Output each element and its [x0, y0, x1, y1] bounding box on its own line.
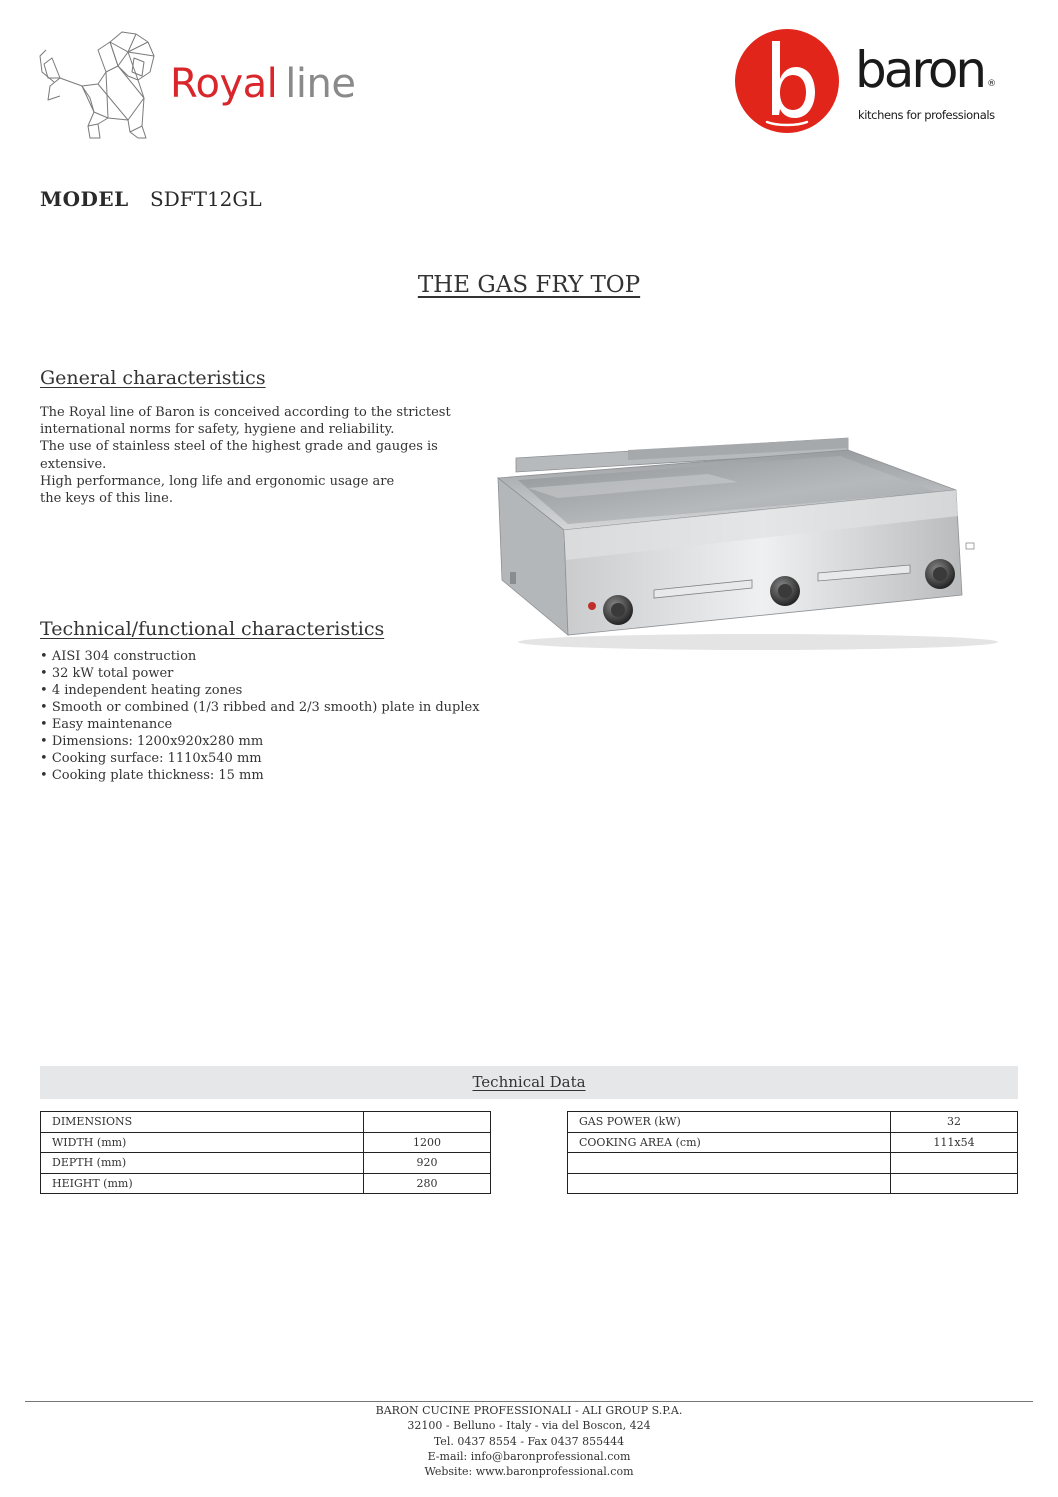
table-cell-label: WIDTH (mm)	[41, 1132, 364, 1153]
list-item: • AISI 304 construction	[40, 648, 480, 665]
model-value: SDFT12GL	[150, 187, 262, 211]
table-row	[568, 1173, 1018, 1194]
product-title	[0, 270, 1058, 300]
table-cell-value	[891, 1153, 1018, 1174]
table-row	[41, 1173, 491, 1194]
table-cell-value: 32	[891, 1112, 1018, 1133]
royal-line-brand	[170, 60, 355, 108]
footer-address: 32100 - Belluno - Italy - via del Boscon, 424	[407, 1419, 651, 1433]
footer	[0, 1403, 1058, 1479]
general-characteristics-title: General characteristics	[40, 367, 266, 389]
baron-brand-text: baron	[855, 41, 985, 99]
footer-website: Website: www.baronprofessional.com	[424, 1465, 634, 1479]
table-cell-label	[568, 1153, 891, 1174]
dimensions-table	[40, 1111, 491, 1194]
baron-wordmark	[855, 40, 996, 100]
table-cell-label: HEIGHT (mm)	[41, 1173, 364, 1194]
royal-word: Royal	[170, 61, 278, 107]
table-cell-value: 111x54	[891, 1132, 1018, 1153]
table-cell-value: 1200	[364, 1132, 491, 1153]
table-cell-label: COOKING AREA (cm)	[568, 1132, 891, 1153]
general-line: international norms for safety, hygiene and reliability.	[40, 422, 395, 438]
table-cell-value	[364, 1112, 491, 1133]
table-cell-value: 280	[364, 1173, 491, 1194]
table-cell-label: DIMENSIONS	[41, 1112, 364, 1133]
technical-characteristics-title: Technical/functional characteristics	[40, 618, 385, 640]
general-line: High performance, long life and ergonomic usage are	[40, 473, 395, 489]
list-item: • Cooking surface: 1110x540 mm	[40, 750, 480, 767]
model-label: MODEL	[40, 187, 129, 211]
general-line: The Royal line of Baron is conceived according to the strictest	[40, 405, 451, 420]
baron-tagline: kitchens for professionals	[858, 108, 995, 122]
general-characteristics-text	[40, 404, 480, 507]
list-item: • Dimensions: 1200x920x280 mm	[40, 733, 480, 750]
table-cell-label: DEPTH (mm)	[41, 1153, 364, 1174]
table-row	[41, 1132, 491, 1153]
list-item: • Cooking plate thickness: 15 mm	[40, 767, 480, 784]
list-item: • 32 kW total power	[40, 665, 480, 682]
line-word: line	[285, 61, 356, 107]
table-row	[41, 1153, 491, 1174]
table-row	[41, 1112, 491, 1133]
table-cell-label: GAS POWER (kW)	[568, 1112, 891, 1133]
table-row	[568, 1132, 1018, 1153]
baron-b-logo-icon	[735, 29, 839, 133]
table-cell-label	[568, 1173, 891, 1194]
technical-characteristics-list	[40, 648, 480, 784]
table-row	[568, 1153, 1018, 1174]
general-line: The use of stainless steel of the highest grade and gauges is	[40, 439, 438, 455]
product-title-text: THE GAS FRY TOP	[417, 272, 641, 298]
technical-data-title	[40, 1066, 1018, 1099]
table-cell-value	[891, 1173, 1018, 1194]
technical-data-title-text: Technical Data	[472, 1073, 586, 1091]
general-line: extensive.	[40, 456, 107, 472]
footer-phone: Tel. 0437 8554 - Fax 0437 855444	[433, 1434, 625, 1448]
table-cell-value: 920	[364, 1153, 491, 1174]
registered-mark: ®	[987, 79, 997, 89]
general-line: the keys of this line.	[40, 491, 173, 507]
list-item: • Smooth or combined (1/3 ribbed and 2/3 smooth) plate in duplex	[40, 699, 480, 716]
list-item: • 4 independent heating zones	[40, 682, 480, 699]
gas-fry-top-product-image	[488, 430, 1000, 655]
footer-divider	[25, 1401, 1033, 1402]
footer-email: E-mail: info@baronprofessional.com	[427, 1449, 631, 1463]
footer-company: BARON CUCINE PROFESSIONALI - ALI GROUP S.P.A.	[375, 1404, 683, 1417]
table-row	[568, 1112, 1018, 1133]
power-table	[567, 1111, 1018, 1194]
list-item: • Easy maintenance	[40, 716, 480, 733]
